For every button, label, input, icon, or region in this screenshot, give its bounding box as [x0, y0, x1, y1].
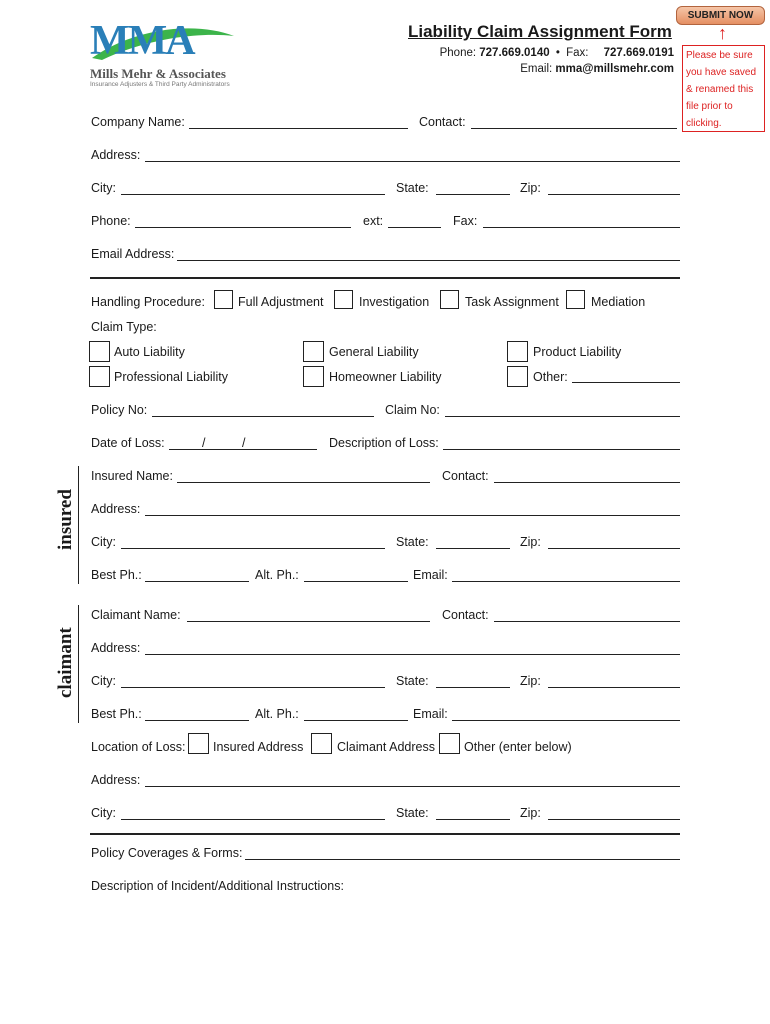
full-adjustment-label: Full Adjustment — [238, 295, 324, 309]
insured-state-field[interactable] — [436, 548, 510, 549]
submit-note-text: Please be sure you have saved & renamed this file prior to clicking. — [686, 50, 757, 129]
claimant-address-checkbox[interactable] — [311, 733, 332, 754]
fax-field[interactable] — [483, 227, 680, 228]
claimant-address-label: Address: — [91, 641, 141, 655]
claimant-city-field[interactable] — [121, 687, 385, 688]
zip-field[interactable] — [548, 194, 680, 195]
contact-field[interactable] — [471, 128, 677, 129]
logo-letters: MMA — [90, 18, 194, 64]
claimant-zip-label: Zip: — [520, 674, 541, 688]
insured-name-label: Insured Name: — [91, 469, 173, 483]
claimant-city-label: City: — [91, 674, 116, 688]
claim-type-label: Claim Type: — [91, 320, 157, 334]
claimant-name-field[interactable] — [187, 621, 430, 622]
insured-best-phone-field[interactable] — [145, 581, 249, 582]
address-field[interactable] — [145, 161, 680, 162]
state-label: State: — [396, 181, 429, 195]
policy-coverages-field[interactable] — [245, 859, 680, 860]
city-field[interactable] — [121, 194, 385, 195]
location-of-loss-label: Location of Loss: — [91, 740, 186, 754]
claimant-best-phone-label: Best Ph.: — [91, 707, 142, 721]
task-assignment-label: Task Assignment — [465, 295, 559, 309]
loss-state-field[interactable] — [436, 819, 510, 820]
claimant-best-phone-field[interactable] — [145, 720, 249, 721]
company-name-field[interactable] — [189, 128, 408, 129]
investigation-label: Investigation — [359, 295, 430, 309]
state-field[interactable] — [436, 194, 510, 195]
section-divider — [90, 277, 680, 279]
claimant-contact-label: Contact: — [442, 608, 489, 622]
insured-address-checkbox[interactable] — [188, 733, 209, 754]
ext-label: ext: — [363, 214, 384, 228]
insured-alt-phone-field[interactable] — [304, 581, 408, 582]
date-slash-1: / — [202, 436, 206, 450]
loss-state-label: State: — [396, 806, 429, 820]
loss-address-label: Address: — [91, 773, 141, 787]
email-address: mma@millsmehr.com — [555, 63, 674, 75]
company-name-label: Company Name: — [91, 115, 185, 129]
loss-address-field[interactable] — [145, 786, 680, 787]
company-logo — [88, 18, 238, 90]
claimant-state-field[interactable] — [436, 687, 510, 688]
professional-liability-label: Professional Liability — [114, 370, 228, 384]
date-of-loss-label: Date of Loss: — [91, 436, 165, 450]
auto-liability-label: Auto Liability — [114, 345, 185, 359]
address-label: Address: — [91, 148, 141, 162]
claimant-side-label: claimant — [55, 627, 76, 698]
incident-description-label: Description of Incident/Additional Instructions: — [91, 879, 344, 893]
arrow-up-icon: ↑ — [718, 23, 727, 43]
insured-state-label: State: — [396, 535, 429, 549]
zip-label: Zip: — [520, 181, 541, 195]
insured-name-field[interactable] — [177, 482, 430, 483]
claimant-alt-phone-field[interactable] — [304, 720, 408, 721]
claimant-address-field[interactable] — [145, 654, 680, 655]
professional-liability-checkbox[interactable] — [89, 366, 110, 387]
loss-zip-field[interactable] — [548, 819, 680, 820]
claimant-alt-phone-label: Alt. Ph.: — [255, 707, 299, 721]
description-of-loss-label: Description of Loss: — [329, 436, 439, 450]
logo-tagline: Insurance Adjusters & Third Party Administrators — [90, 81, 230, 88]
auto-liability-checkbox[interactable] — [89, 341, 110, 362]
policy-no-label: Policy No: — [91, 403, 148, 417]
general-liability-label: General Liability — [329, 345, 419, 359]
email-address-field[interactable] — [177, 260, 680, 261]
email-line — [520, 63, 674, 75]
product-liability-label: Product Liability — [533, 345, 622, 359]
claimant-name-label: Claimant Name: — [91, 608, 181, 622]
submit-now-button[interactable]: SUBMIT NOW — [676, 6, 765, 25]
city-label: City: — [91, 181, 116, 195]
insured-contact-field[interactable] — [494, 482, 680, 483]
other-location-checkbox[interactable] — [439, 733, 460, 754]
other-claim-checkbox[interactable] — [507, 366, 528, 387]
product-liability-checkbox[interactable] — [507, 341, 528, 362]
incident-description-area[interactable] — [91, 898, 680, 1008]
insured-address-option-label: Insured Address — [213, 740, 304, 754]
loss-city-label: City: — [91, 806, 116, 820]
general-liability-checkbox[interactable] — [303, 341, 324, 362]
insured-zip-field[interactable] — [548, 548, 680, 549]
insured-email-label: Email: — [413, 568, 448, 582]
loss-city-field[interactable] — [121, 819, 385, 820]
insured-zip-label: Zip: — [520, 535, 541, 549]
other-claim-label: Other: — [533, 370, 568, 384]
fax-label: Fax: — [453, 214, 478, 228]
claimant-email-label: Email: — [413, 707, 448, 721]
phone-label: Phone: — [439, 47, 477, 59]
contact-label: Contact: — [419, 115, 466, 129]
other-location-label: Other (enter below) — [464, 740, 572, 754]
claimant-email-field[interactable] — [452, 720, 680, 721]
insured-address-label: Address: — [91, 502, 141, 516]
bullet: • — [555, 47, 560, 59]
claim-no-label: Claim No: — [385, 403, 440, 417]
insured-alt-phone-label: Alt. Ph.: — [255, 568, 299, 582]
policy-no-field[interactable] — [152, 416, 374, 417]
claimant-contact-field[interactable] — [494, 621, 680, 622]
insured-city-label: City: — [91, 535, 116, 549]
insured-email-field[interactable] — [452, 581, 680, 582]
other-claim-field[interactable] — [572, 382, 680, 383]
claimant-address-option-label: Claimant Address — [337, 740, 435, 754]
claimant-zip-field[interactable] — [548, 687, 680, 688]
form-title: Liability Claim Assignment Form — [408, 22, 672, 41]
date-slash-2: / — [242, 436, 246, 450]
full-adjustment-checkbox[interactable] — [214, 290, 233, 309]
insured-contact-label: Contact: — [442, 469, 489, 483]
investigation-checkbox[interactable] — [334, 290, 353, 309]
claim-no-field[interactable] — [445, 416, 680, 417]
ext-field[interactable] — [388, 227, 441, 228]
phone-number: 727.669.0140 — [479, 47, 550, 59]
insured-bracket — [78, 466, 79, 584]
handling-procedure-label: Handling Procedure: — [91, 295, 205, 309]
phone-field[interactable] — [135, 227, 351, 228]
phone-fax-line — [440, 47, 674, 59]
fax-label: Fax: — [566, 47, 589, 59]
loss-zip-label: Zip: — [520, 806, 541, 820]
logo-company-name: Mills Mehr & Associates — [90, 66, 226, 81]
fax-number: 727.669.0191 — [603, 47, 674, 59]
homeowner-liability-checkbox[interactable] — [303, 366, 324, 387]
claimant-bracket — [78, 605, 79, 723]
email-address-label: Email Address: — [91, 247, 175, 261]
insured-city-field[interactable] — [121, 548, 385, 549]
policy-coverages-label: Policy Coverages & Forms: — [91, 846, 243, 860]
insured-side-label: insured — [55, 489, 76, 550]
email-label: Email: — [520, 63, 553, 75]
claimant-state-label: State: — [396, 674, 429, 688]
mediation-checkbox[interactable] — [566, 290, 585, 309]
task-assignment-checkbox[interactable] — [440, 290, 459, 309]
insured-address-field[interactable] — [145, 515, 680, 516]
submit-note — [682, 45, 765, 132]
phone-label: Phone: — [91, 214, 131, 228]
homeowner-liability-label: Homeowner Liability — [329, 370, 442, 384]
description-of-loss-field[interactable] — [443, 449, 680, 450]
bottom-divider — [90, 833, 680, 835]
insured-best-phone-label: Best Ph.: — [91, 568, 142, 582]
mediation-label: Mediation — [591, 295, 646, 309]
